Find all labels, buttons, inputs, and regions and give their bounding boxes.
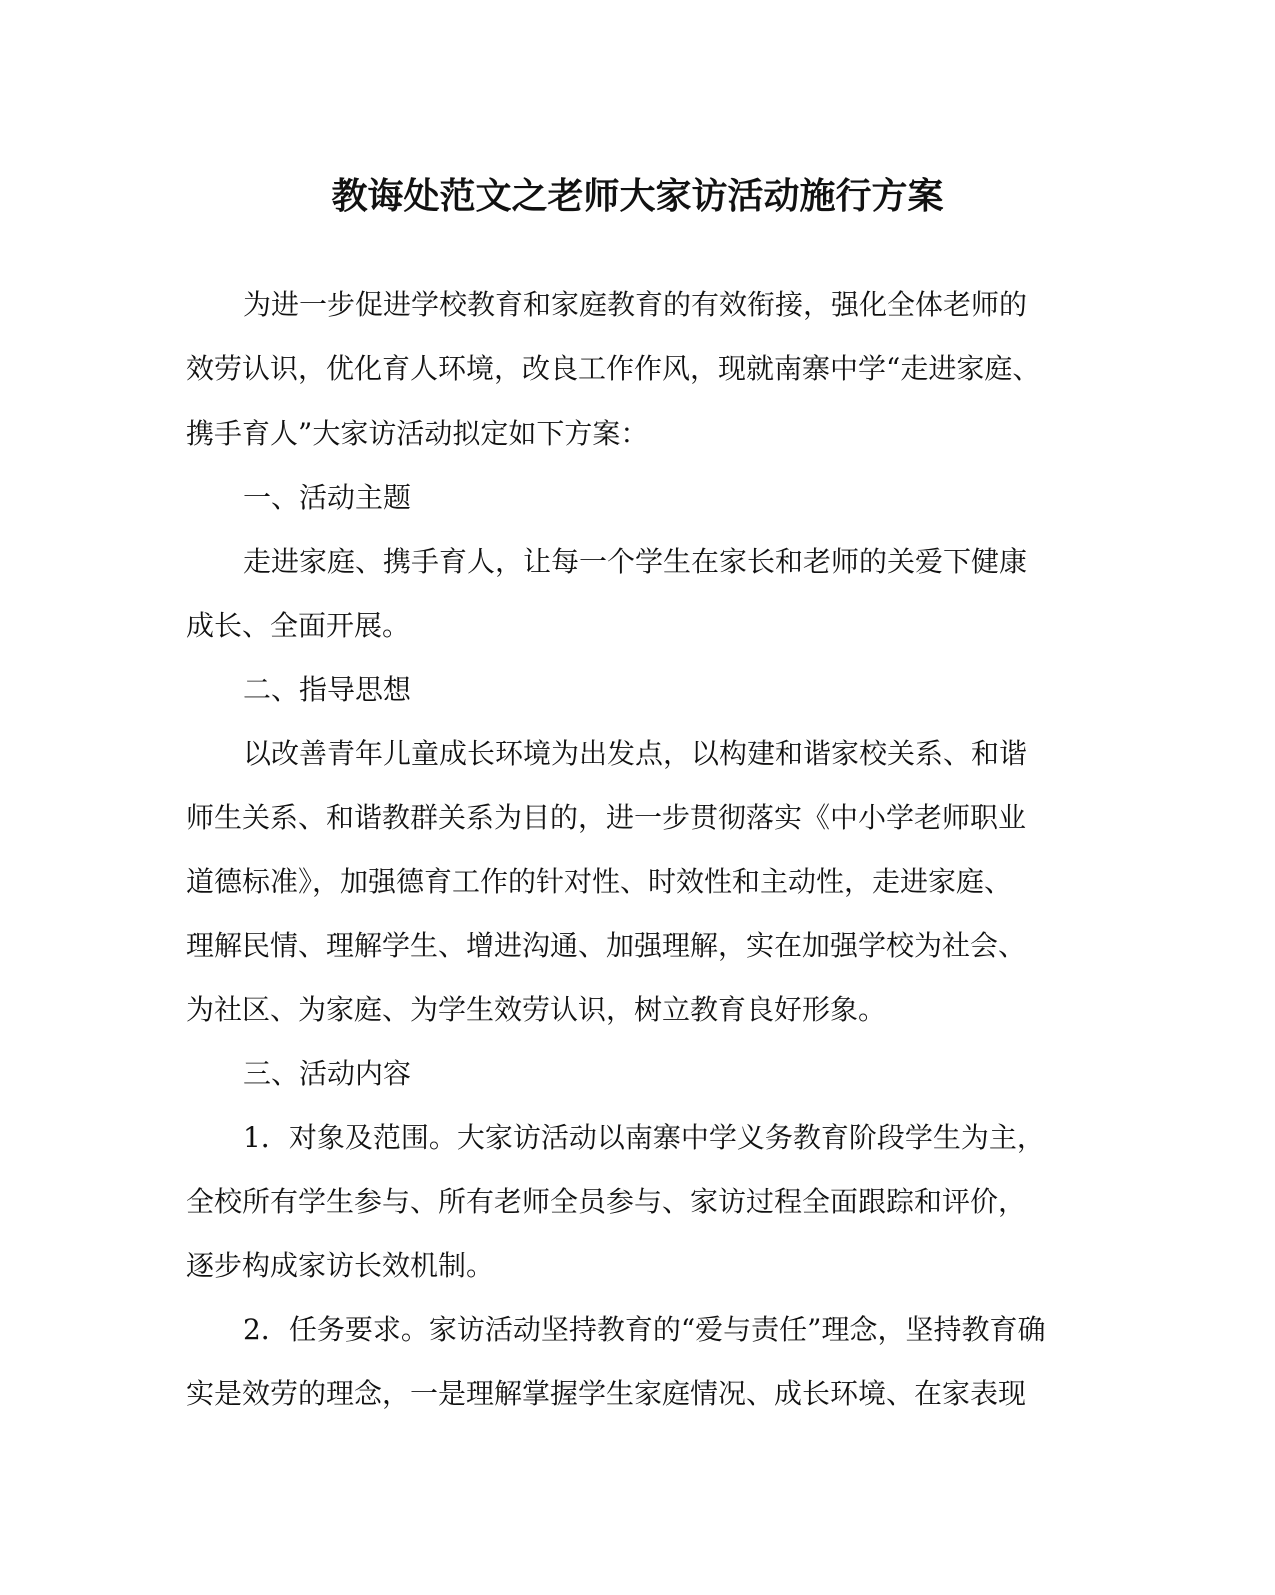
paragraph-line: 为社区、为家庭、为学生效劳认识，树立教育良好形象。: [186, 993, 887, 1026]
paragraph-line: 理解民情、理解学生、增进沟通、加强理解，实在加强学校为社会、: [186, 929, 1027, 962]
paragraph-line: 2．任务要求。家访活动坚持教育的“爱与责任”理念，坚持教育确: [243, 1313, 1046, 1346]
paragraph-line: 逐步构成家访长效机制。: [186, 1249, 495, 1282]
paragraph-line: 道德标准》，加强德育工作的针对性、时效性和主动性，走进家庭、: [186, 865, 1013, 898]
paragraph-line: 走进家庭、携手育人，让每一个学生在家长和老师的关爱下健康: [243, 545, 1028, 578]
paragraph-line: 成长、全面开展。: [186, 609, 411, 642]
paragraph-line: 1．对象及范围。大家访活动以南寨中学义务教育阶段学生为主，: [243, 1121, 1045, 1154]
document-title: 教诲处范文之老师大家访活动施行方案: [331, 175, 944, 217]
section-heading: 二、指导思想: [243, 673, 412, 706]
paragraph-line: 效劳认识，优化育人环境，改良工作作风，现就南寨中学“走进家庭、: [186, 352, 1041, 385]
section-heading: 一、活动主题: [243, 481, 412, 514]
paragraph-line: 携手育人”大家访活动拟定如下方案：: [186, 417, 649, 450]
paragraph-line: 实是效劳的理念，一是理解掌握学生家庭情况、成长环境、在家表现: [186, 1377, 1027, 1410]
paragraph-line: 以改善青年儿童成长环境为出发点，以构建和谐家校关系、和谐: [243, 737, 1028, 770]
paragraph-line: 为进一步促进学校教育和家庭教育的有效衔接，强化全体老师的: [243, 288, 1028, 321]
section-heading: 三、活动内容: [243, 1057, 412, 1090]
paragraph-line: 全校所有学生参与、所有老师全员参与、家访过程全面跟踪和评价，: [186, 1185, 1027, 1218]
paragraph-line: 师生关系、和谐教群关系为目的，进一步贯彻落实《中小学老师职业: [186, 801, 1027, 834]
